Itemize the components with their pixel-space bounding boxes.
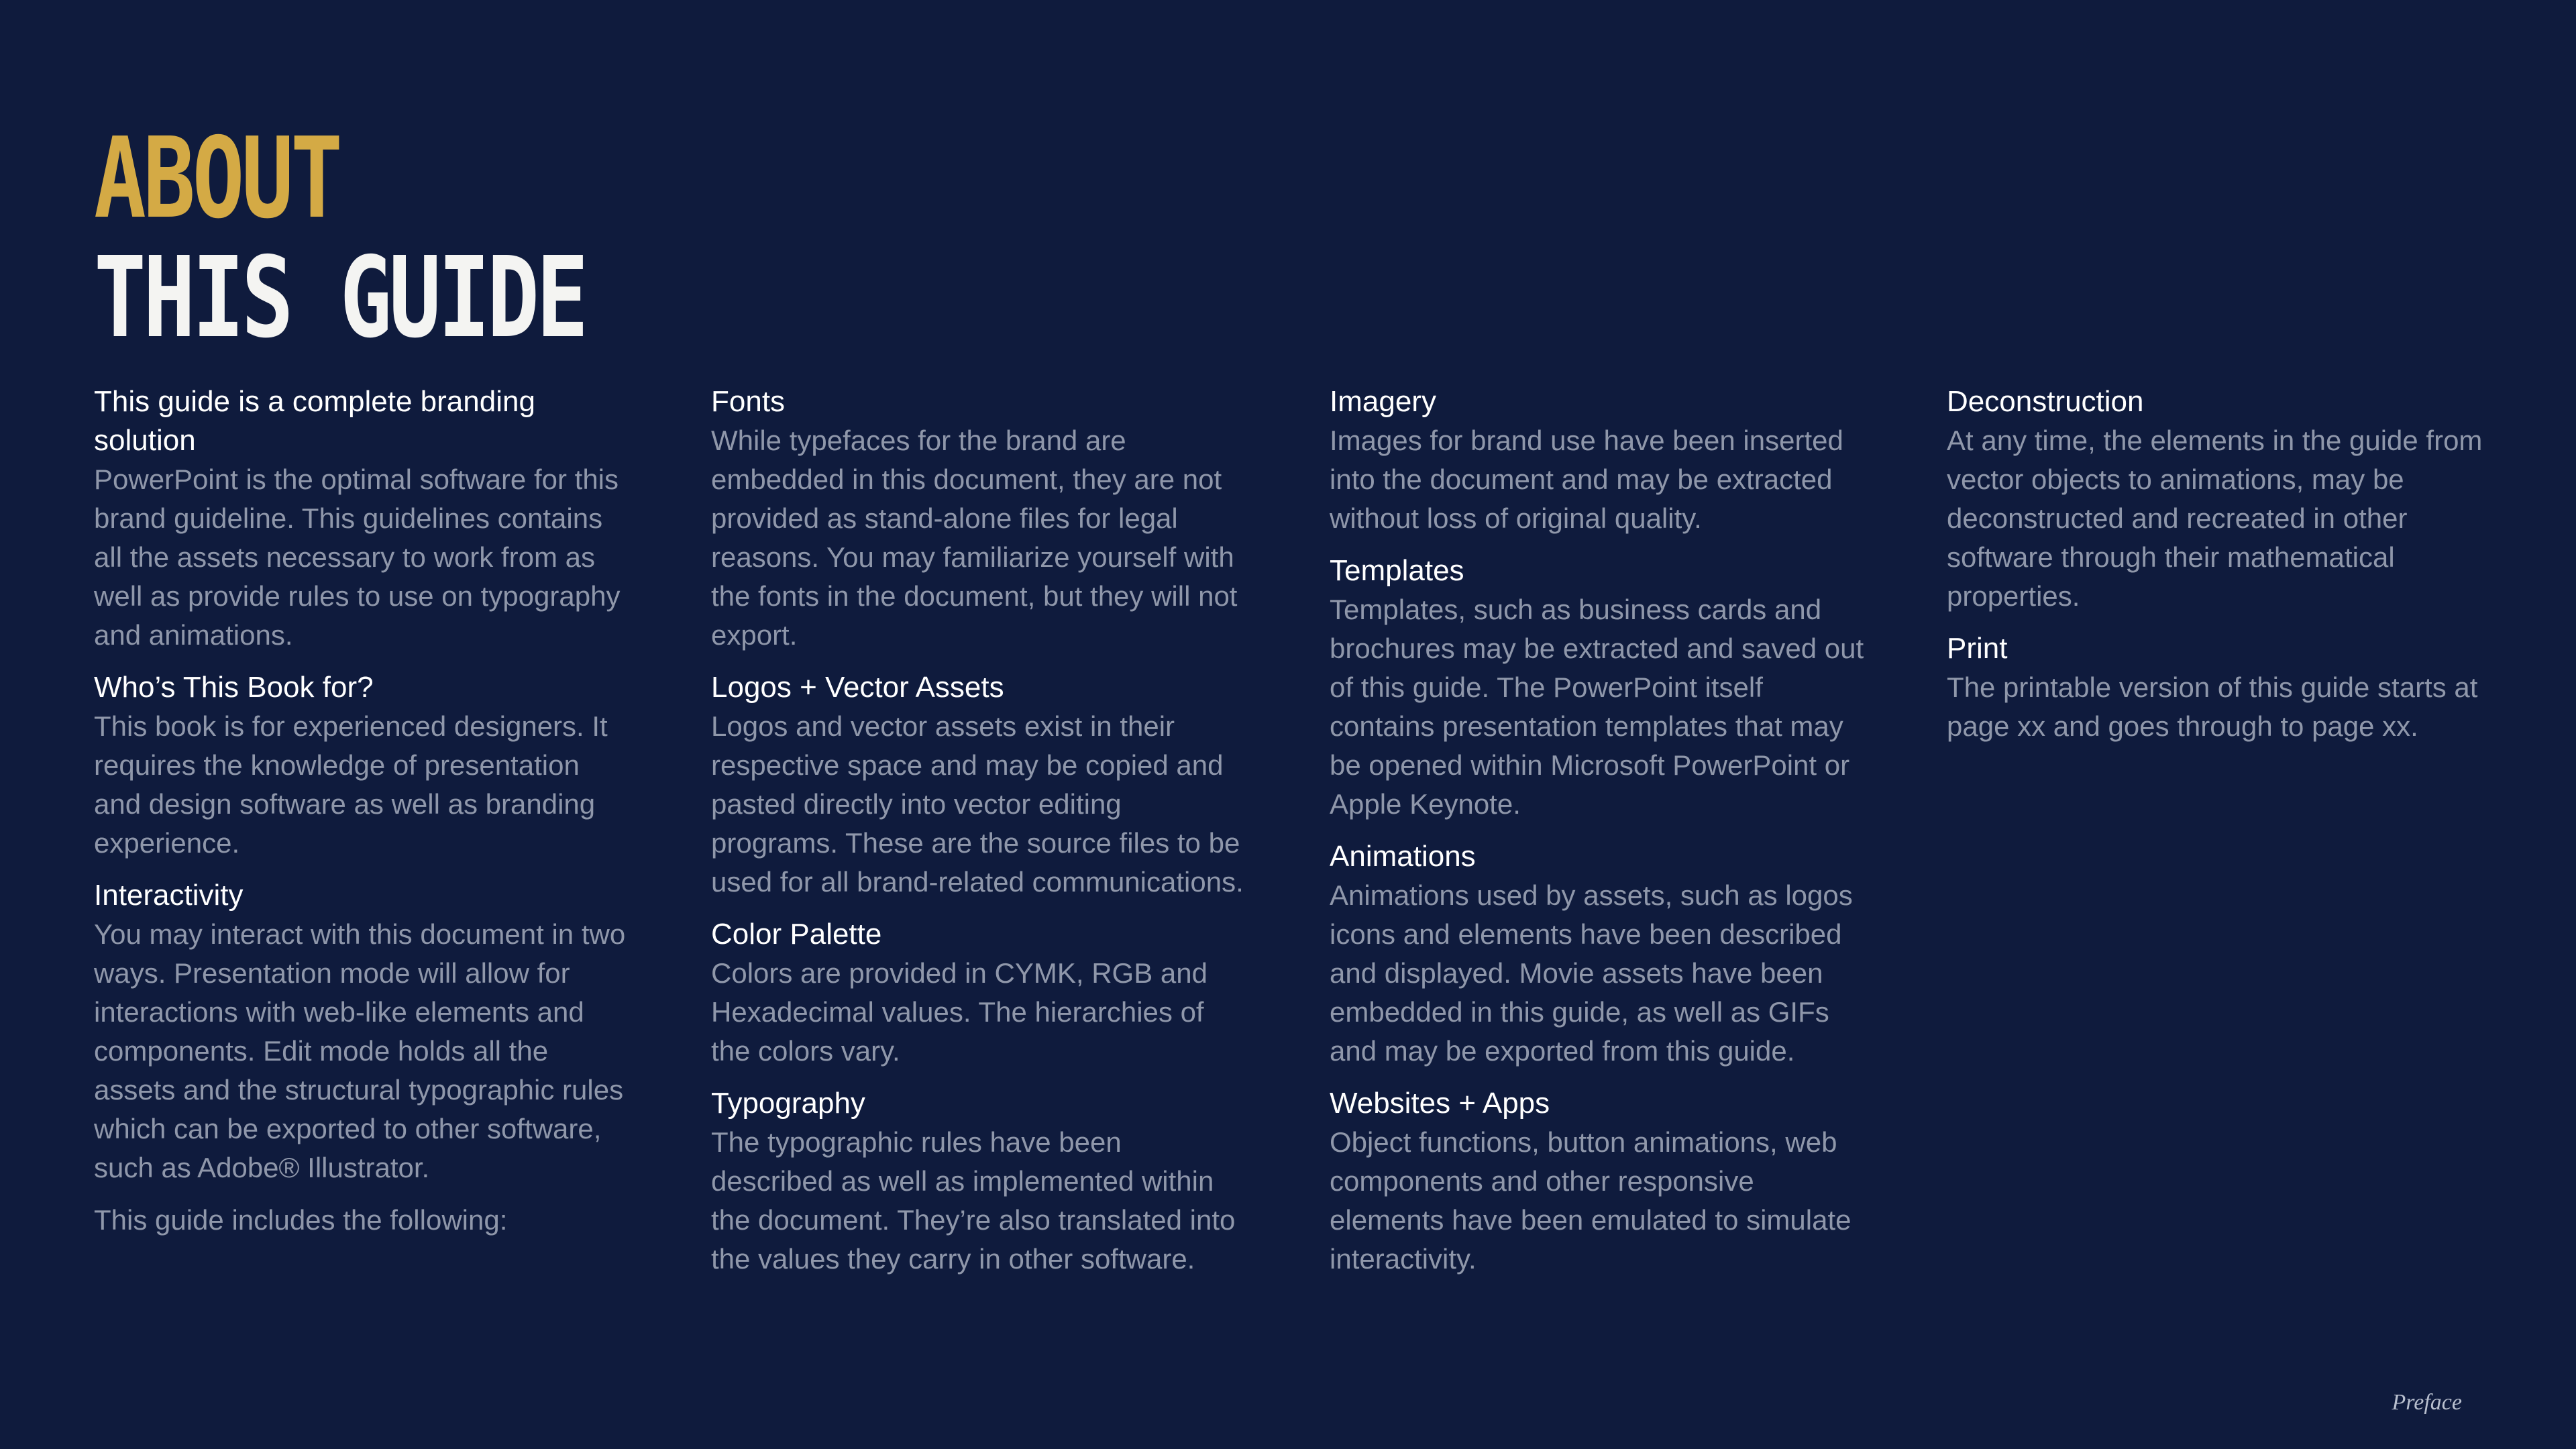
section-heading: Typography <box>711 1087 865 1120</box>
content-column-2 <box>711 382 1248 1292</box>
section-body: While typefaces for the brand are embedded in this document, they are not provided as stand-alone files for legal reasons. You may familiarize yourself with the fonts in the document, but they will not export. <box>711 425 1238 651</box>
section-heading: Templates <box>1330 554 1464 587</box>
section-who-is-this-for <box>94 668 631 863</box>
section-heading: Websites + Apps <box>1330 1087 1550 1120</box>
section-body: Logos and vector assets exist in their respective space and may be copied and pasted directly into vector editing programs. These are the source files to be used for all brand-related communications. <box>711 710 1244 898</box>
content-column-3 <box>1330 382 1866 1292</box>
section-body: Animations used by assets, such as logos icons and elements have been described and displayed. Movie assets have been embedded in this guide, as well as GIFs and may be exported from this guide. <box>1330 879 1853 1067</box>
section-body: This book is for experienced designers. It requires the knowledge of presentation and design software as well as branding experience. <box>94 710 608 859</box>
section-body: The typographic rules have been described as well as implemented within the document. They’re also translated into the values they carry in other software. <box>711 1126 1236 1275</box>
section-heading: Deconstruction <box>1947 385 2144 418</box>
section-body: At any time, the elements in the guide from vector objects to animations, may be deconstructed and recreated in other software through their mathematical properties. <box>1947 425 2483 612</box>
section-body: PowerPoint is the optimal software for this brand guideline. This guidelines contains all the assets necessary to work from as well as provide rules to use on typography and animations. <box>94 464 621 651</box>
section-heading: Interactivity <box>94 879 244 912</box>
section-websites-apps <box>1330 1084 1866 1279</box>
section-logos-vector-assets <box>711 668 1248 902</box>
page-title <box>94 114 724 363</box>
section-color-palette <box>711 915 1248 1071</box>
section-heading: Color Palette <box>711 918 882 951</box>
section-deconstruction <box>1947 382 2483 616</box>
title-line-this-guide: THIS GUIDE <box>94 233 586 363</box>
section-heading: Logos + Vector Assets <box>711 671 1004 704</box>
section-complete-branding <box>94 382 631 655</box>
content-column-1 <box>94 382 631 1240</box>
section-animations <box>1330 837 1866 1071</box>
page-footer-label: Preface <box>2392 1390 2462 1415</box>
section-body: Images for brand use have been inserted into the document and may be extracted without loss of original quality. <box>1330 425 1843 534</box>
title-line-about: ABOUT <box>94 114 340 244</box>
section-heading: Imagery <box>1330 385 1436 418</box>
section-interactivity <box>94 876 631 1187</box>
section-imagery <box>1330 382 1866 538</box>
includes-note: This guide includes the following: <box>94 1204 508 1236</box>
section-heading: Animations <box>1330 840 1476 873</box>
section-body: Object functions, button animations, web components and other responsive elements have been emulated to simulate interactivity. <box>1330 1126 1851 1275</box>
section-fonts <box>711 382 1248 655</box>
section-body: The printable version of this guide starts at page xx and goes through to page xx. <box>1947 672 2478 742</box>
section-body: You may interact with this document in two ways. Presentation mode will allow for interactions with web-like elements and components. Edit mode holds all the assets and the structural typographic rules which can be exported to other software, such as Adobe® Illustrator. <box>94 918 626 1183</box>
section-body: Colors are provided in CYMK, RGB and Hexadecimal values. The hierarchies of the colors vary. <box>711 957 1208 1067</box>
section-typography <box>711 1084 1248 1279</box>
content-column-4 <box>1947 382 2483 759</box>
section-print <box>1947 629 2483 746</box>
section-templates <box>1330 551 1866 824</box>
section-body: Templates, such as business cards and brochures may be extracted and saved out of this guide. The PowerPoint itself contains presentation templates that may be opened within Microsoft PowerPoint or Apple Keynote. <box>1330 594 1864 820</box>
section-heading: Print <box>1947 632 2008 665</box>
section-heading: Fonts <box>711 385 786 418</box>
section-heading: This guide is a complete branding solution <box>94 385 535 457</box>
section-heading: Who’s This Book for? <box>94 671 374 704</box>
